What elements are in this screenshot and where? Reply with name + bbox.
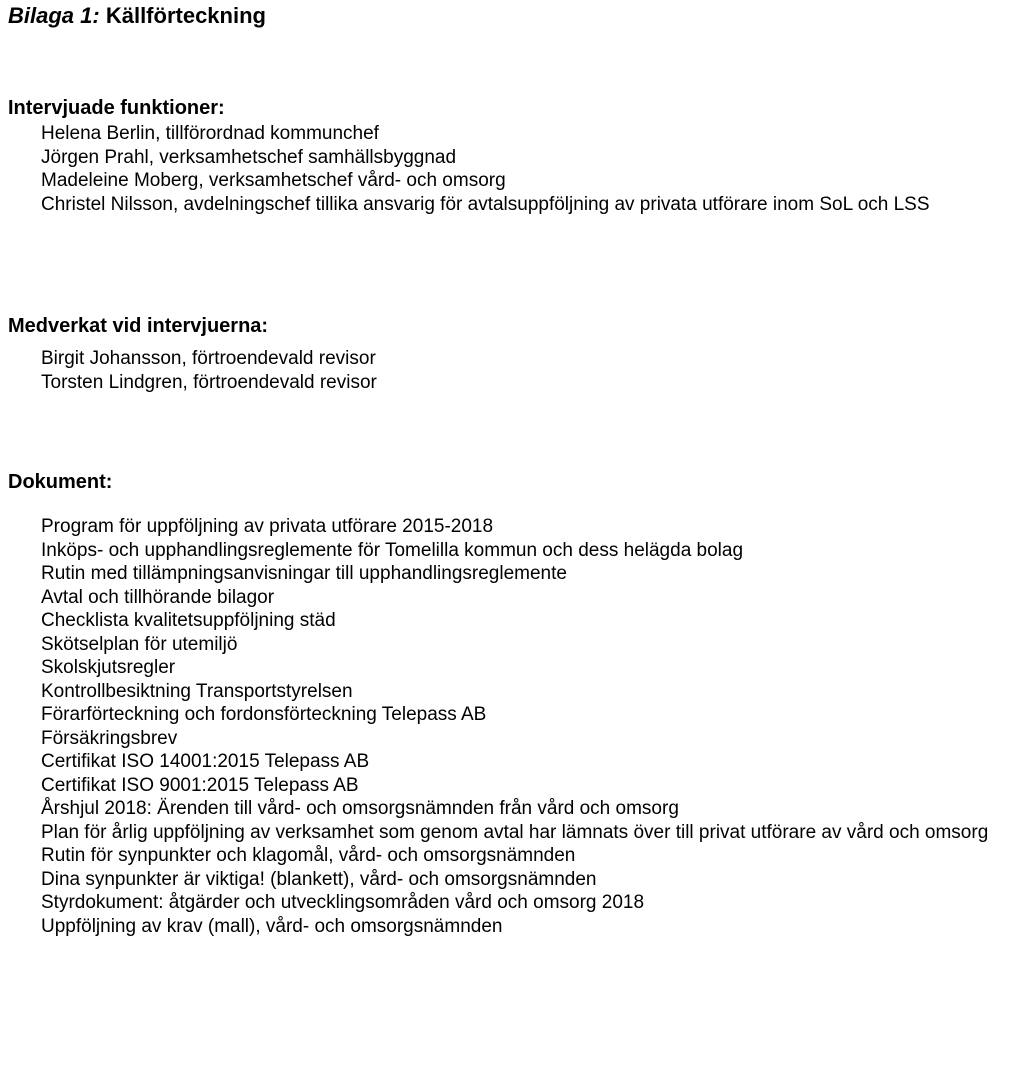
list-item: Dina synpunkter är viktiga! (blankett), vård- och omsorgsnämnden	[41, 868, 597, 890]
interviewed-list	[41, 122, 1021, 216]
list-item: Madeleine Moberg, verksamhetschef vård- och omsorg	[41, 170, 506, 191]
list-item: Rutin med tillämpningsanvisningar till upphandlingsreglemente	[41, 563, 567, 584]
list-item: Birgit Johansson, förtroendevald revisor	[41, 348, 376, 369]
list-item: Checklista kvalitetsuppföljning städ	[41, 610, 336, 631]
list-item: Torsten Lindgren, förtroendevald revisor	[41, 371, 377, 393]
list-item: Program för uppföljning av privata utförare 2015-2018	[41, 516, 494, 537]
list-item: Avtal och tillhörande bilagor	[41, 586, 275, 608]
list-item: Certifikat ISO 9001:2015 Telepass AB	[41, 774, 359, 796]
title-prefix: Bilaga 1:	[8, 3, 100, 28]
list-item: Inköps- och upphandlingsreglemente för Tomelilla kommun och dess helägda bolag	[41, 539, 744, 561]
section-heading-documents: Dokument:	[8, 471, 113, 493]
list-item: Plan för årlig uppföljning av verksamhet som genom avtal har lämnats över till privat utförare av vård och omsorg	[41, 821, 989, 843]
list-item: Jörgen Prahl, verksamhetschef samhällsbyggnad	[41, 146, 457, 168]
list-item: Certifikat ISO 14001:2015 Telepass AB	[41, 751, 370, 772]
list-item: Christel Nilsson, avdelningschef tillika ansvarig för avtalsuppföljning av privata utförare inom SoL och LSS	[41, 193, 930, 215]
list-item: Uppföljning av krav (mall), vård- och omsorgsnämnden	[41, 915, 503, 937]
participants-list	[41, 347, 1021, 394]
page-title	[8, 2, 266, 30]
section-heading-interviewed: Intervjuade funktioner:	[8, 97, 225, 119]
list-item: Skolskjutsregler	[41, 657, 176, 678]
list-item: Försäkringsbrev	[41, 727, 178, 749]
list-item: Rutin för synpunkter och klagomål, vård- och omsorgsnämnden	[41, 845, 576, 866]
list-item: Helena Berlin, tillförordnad kommunchef	[41, 123, 379, 144]
list-item: Förarförteckning och fordonsförteckning Telepass AB	[41, 704, 487, 725]
list-item: Kontrollbesiktning Transportstyrelsen	[41, 680, 353, 702]
list-item: Styrdokument: åtgärder och utvecklingsområden vård och omsorg 2018	[41, 892, 645, 913]
title-text: Källförteckning	[105, 3, 266, 28]
documents-list	[41, 515, 1021, 938]
list-item: Årshjul 2018: Ärenden till vård- och omsorgsnämnden från vård och omsorg	[41, 798, 679, 819]
section-heading-participated: Medverkat vid intervjuerna:	[8, 315, 269, 337]
list-item: Skötselplan för utemiljö	[41, 633, 238, 655]
